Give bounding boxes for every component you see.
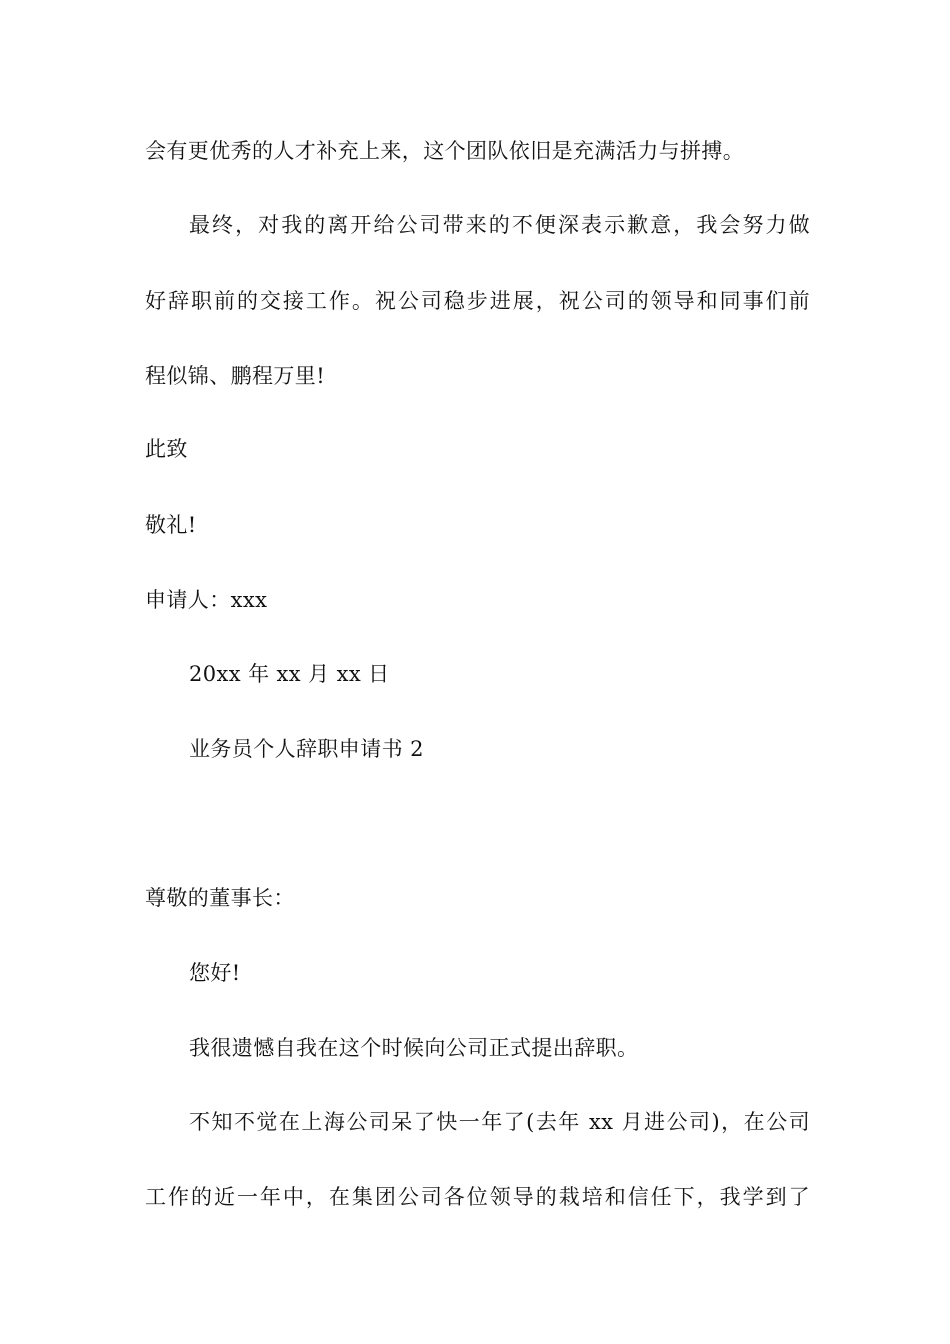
paragraph-line: 我很遗憾自我在这个时候向公司正式提出辞职。 — [189, 1036, 639, 1060]
paragraph-line: 最终，对我的离开给公司带来的不便深表示歉意，我会努力做 — [189, 213, 810, 237]
paragraph-line: 工作的近一年中，在集团公司各位领导的栽培和信任下，我学到了 — [145, 1185, 810, 1209]
section-title: 业务员个人辞职申请书 2 — [189, 737, 424, 761]
closing-regards: 敬礼! — [145, 513, 197, 537]
date-line: 20xx 年 xx 月 xx 日 — [189, 662, 390, 686]
greeting-line: 您好! — [189, 961, 241, 985]
greeting-recipient: 尊敬的董事长： — [145, 886, 295, 910]
paragraph-line: 程似锦、鹏程万里! — [145, 364, 326, 388]
closing-salutation: 此致 — [145, 437, 188, 461]
paragraph-line: 会有更优秀的人才补充上来，这个团队依旧是充满活力与拼搏。 — [145, 139, 745, 163]
paragraph-line: 好辞职前的交接工作。祝公司稳步进展，祝公司的领导和同事们前 — [145, 289, 810, 313]
paragraph-line: 不知不觉在上海公司呆了快一年了(去年 xx 月进公司)，在公司 — [189, 1110, 810, 1134]
applicant-line: 申请人：xxx — [145, 588, 268, 612]
